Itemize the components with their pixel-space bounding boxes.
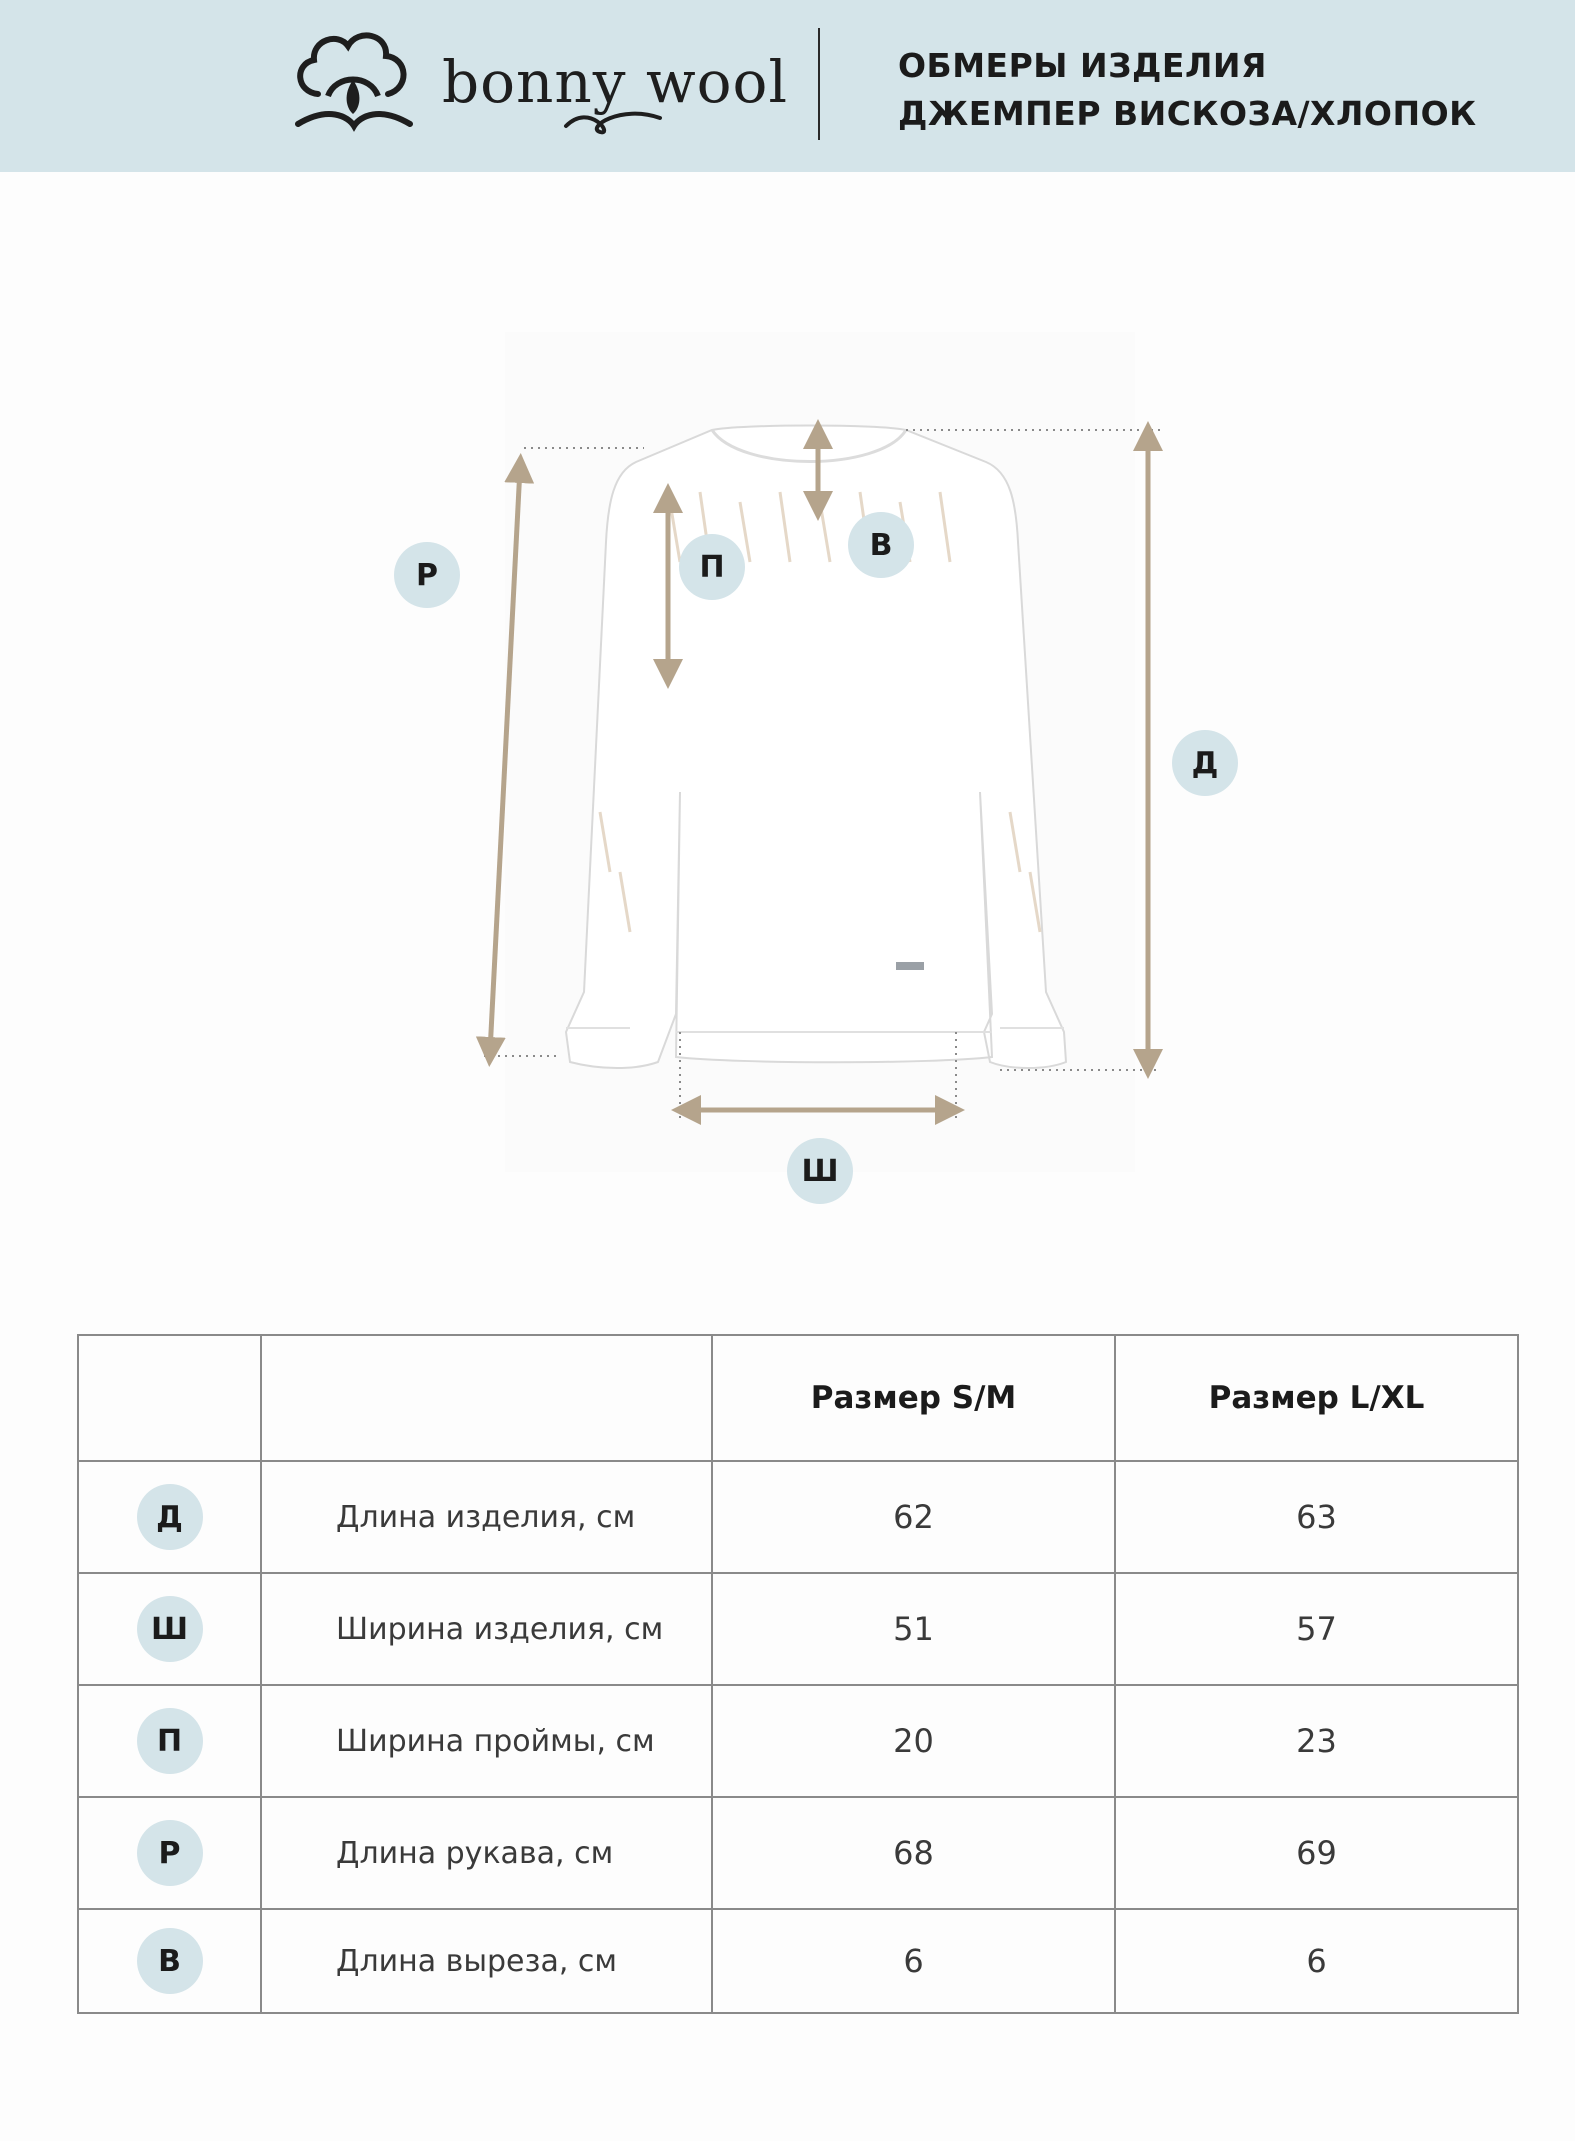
cotton-flower-logo-icon: [288, 24, 418, 144]
row-label: Длина изделия, см: [262, 1462, 713, 1572]
header-cell-size-lxl: Размер L/XL: [1208, 1380, 1425, 1416]
brand-tag: [896, 962, 924, 970]
row-value-sm: 68: [713, 1798, 1116, 1908]
row-label: Длина рукава, см: [262, 1798, 713, 1908]
title-line-1: ОБМЕРЫ ИЗДЕЛИЯ: [898, 46, 1267, 85]
table-row: [79, 1798, 1517, 1908]
row-value-lxl: 57: [1296, 1610, 1337, 1648]
header-cell-label: [262, 1336, 713, 1460]
row-label: Ширина изделия, см: [262, 1574, 713, 1684]
header-divider: [818, 28, 820, 140]
header-cell-size-sm: Размер S/M: [713, 1336, 1116, 1460]
row-key-badge: Р: [137, 1820, 203, 1886]
badge-armhole: П: [679, 534, 745, 600]
badge-width: Ш: [787, 1138, 853, 1204]
title-line-2: ДЖЕМПЕР ВИСКОЗА/ХЛОПОК: [898, 94, 1477, 133]
row-label: Длина выреза, см: [262, 1910, 713, 2012]
table-row: [79, 1686, 1517, 1796]
table-header-row: [79, 1336, 1517, 1460]
badge-length: Д: [1172, 730, 1238, 796]
row-value-lxl: 23: [1296, 1722, 1337, 1760]
row-value-lxl: 63: [1296, 1498, 1337, 1536]
badge-neckline: В: [848, 512, 914, 578]
table-row: [79, 1574, 1517, 1684]
brand-swash-icon: [560, 96, 670, 140]
row-value-sm: 6: [713, 1910, 1116, 2012]
sweater-body: [566, 426, 1066, 1069]
row-key-badge: Д: [137, 1484, 203, 1550]
sweater-illustration: [0, 172, 1575, 1272]
header: [0, 0, 1575, 172]
badge-sleeve: Р: [394, 542, 460, 608]
header-cell-key: [79, 1336, 262, 1460]
row-label: Ширина проймы, см: [262, 1686, 713, 1796]
row-value-sm: 20: [713, 1686, 1116, 1796]
page-title: [898, 42, 1477, 138]
measurement-diagram: [0, 172, 1575, 1272]
table-row: [79, 1910, 1517, 2012]
row-value-lxl: 69: [1296, 1834, 1337, 1872]
row-key-badge: П: [137, 1708, 203, 1774]
row-value-sm: 62: [713, 1462, 1116, 1572]
table-row: [79, 1462, 1517, 1572]
row-value-sm: 51: [713, 1574, 1116, 1684]
row-key-badge: Ш: [137, 1596, 203, 1662]
row-value-lxl: 6: [1306, 1942, 1327, 1980]
brand-name: bonny wool: [442, 48, 788, 116]
measurements-table: [77, 1334, 1519, 2014]
row-key-badge: В: [137, 1928, 203, 1994]
